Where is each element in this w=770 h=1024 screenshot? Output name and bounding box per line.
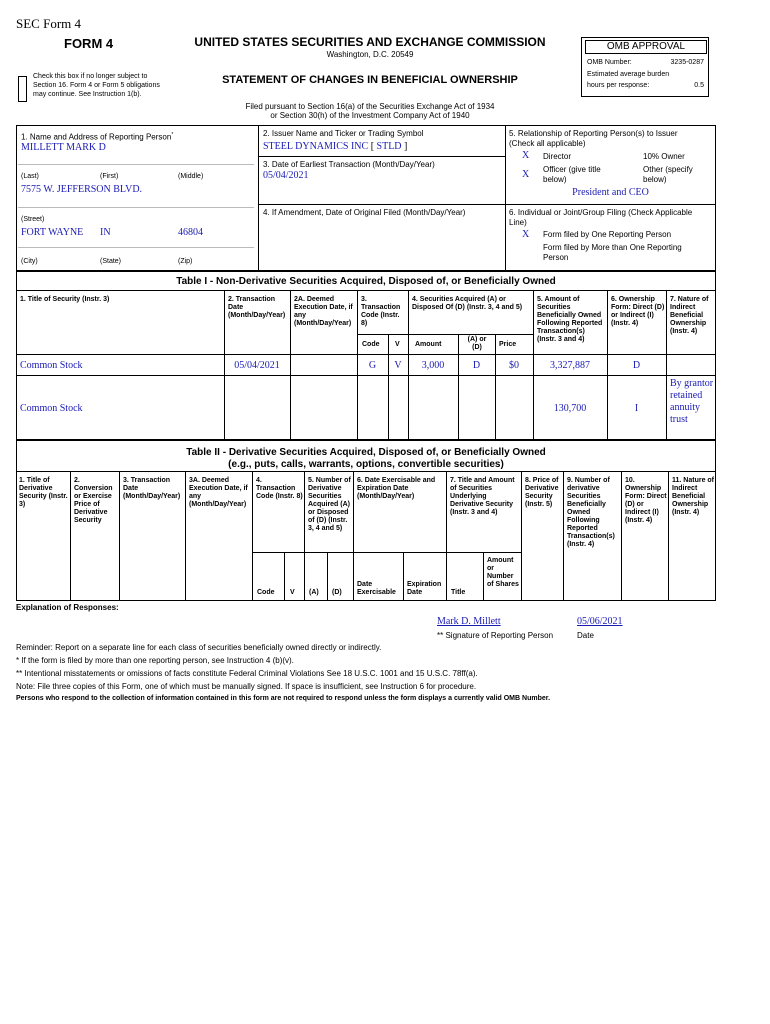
t2-sub-v: V <box>290 589 295 596</box>
t2-h5: 5. Number of Derivative Securities Acquired (A) or Disposed of (D) (Instr. 3, 4 and 5) <box>308 477 351 532</box>
t1-row2-nature: By grantor retained annuity trust <box>670 378 714 425</box>
omb-burden-value: 0.5 <box>694 82 704 89</box>
omb-number-label: OMB Number: <box>587 59 632 66</box>
signature-label: ** Signature of Reporting Person <box>437 631 554 640</box>
t1-row2-title: Common Stock <box>20 403 83 414</box>
section16-checkbox-label: Check this box if no longer subject to Section 16. Form 4 or Form 5 obligations may continue. See Instruction 1(b). <box>33 73 160 98</box>
reporting-person-zip: 46804 <box>178 227 203 238</box>
t2-sub-expiration: Expiration Date <box>407 581 442 596</box>
amendment-label: 4. If Amendment, Date of Original Filed (Month/Day/Year) <box>263 208 466 217</box>
t2-h9: 9. Number of derivative Securities Beneficially Owned Following Reported Transaction(s) (Instr. 4) <box>567 477 615 548</box>
t2-h6: 6. Date Exercisable and Expiration Date (Month/Day/Year) <box>357 477 436 500</box>
state-label: (State) <box>100 258 122 265</box>
t1-sub-price: Price <box>499 341 517 348</box>
section16-checkbox[interactable] <box>18 76 27 102</box>
t2-h1: 1. Title of Derivative Security (Instr. 3) <box>19 477 68 508</box>
reporting-person-name: MILLETT MARK D <box>21 142 106 153</box>
reporting-person-city: FORT WAYNE <box>21 227 84 238</box>
one-person-mark[interactable]: X <box>522 229 530 240</box>
footnote-3: Note: File three copies of this Form, one of which must be manually signed. If space is insufficient, see Instruction 6 for procedure. <box>16 682 477 691</box>
t1-row1-ad: D <box>472 360 481 371</box>
t1-row1-owned: 3,327,887 <box>550 360 590 371</box>
t2-h3a: 3A. Deemed Execution Date, if any (Month/Day/Year) <box>189 477 248 508</box>
table1-title-bar <box>16 271 716 291</box>
t1-h2a: 2A. Deemed Execution Date, if any (Month/Day/Year) <box>294 296 353 327</box>
t2-h10: 10. Ownership Form: Direct (D) or Indirect (I) (Instr. 4) <box>625 477 667 524</box>
t2-sub-a: (A) <box>309 589 319 596</box>
omb-burden-label-1: Estimated average burden <box>587 71 670 78</box>
filing-label: 6. Individual or Joint/Group Filing (Check Applicable Line) <box>509 208 693 227</box>
city-label: (City) <box>21 258 38 265</box>
t1-row1-amount: 3,000 <box>421 360 445 371</box>
t2-sub-amount: Amount or Number of Shares <box>487 557 519 588</box>
t1-h1: 1. Title of Security (Instr. 3) <box>20 296 110 303</box>
other-label: Other (specify below) <box>643 165 693 184</box>
t1-row2-owned: 130,700 <box>553 403 587 414</box>
omb-burden-label-2: hours per response: <box>587 82 650 89</box>
table2-title: Table II - Derivative Securities Acquired, Disposed of, or Beneficially Owned <box>186 447 546 458</box>
agency-title: UNITED STATES SECURITIES AND EXCHANGE COMMISSION <box>194 35 546 49</box>
signature: Mark D. Millett <box>437 616 501 627</box>
middle-label: (Middle) <box>178 173 204 180</box>
t1-h3: 3. Transaction Code (Instr. 8) <box>361 296 401 327</box>
officer-mark[interactable]: X <box>522 169 530 180</box>
reporting-person-address: 7575 W. JEFFERSON BLVD. <box>21 184 143 195</box>
t2-h4: 4. Transaction Code (Instr. 8) <box>256 477 303 500</box>
earliest-date: 05/04/2021 <box>263 170 309 181</box>
t2-sub-d: (D) <box>332 589 342 596</box>
t1-h7: 7. Nature of Indirect Beneficial Ownership (Instr. 4) <box>670 296 709 335</box>
footnote-1: * If the form is filed by more than one reporting person, see Instruction 4 (b)(v). <box>16 656 294 665</box>
issuer-ticker: STLD <box>376 141 402 152</box>
agency-location: Washington, D.C. 20549 <box>326 50 414 59</box>
t1-row1-title: Common Stock <box>20 360 83 371</box>
issuer-name: STEEL DYNAMICS INC [ STLD ] <box>263 141 408 152</box>
zip-label: (Zip) <box>178 258 193 265</box>
officer-title: President and CEO <box>572 187 649 198</box>
footnote-4: Persons who respond to the collection of information contained in this form are not required to respond unless the form displays a currently valid OMB Number. <box>16 695 551 702</box>
t2-h8: 8. Price of Derivative Security (Instr. 5) <box>525 477 559 508</box>
signature-date: 05/06/2021 <box>577 616 623 627</box>
officer-label: Officer (give title below) <box>543 165 601 184</box>
t2-h2: 2. Conversion or Exercise Price of Derivative Security <box>74 477 113 524</box>
t1-row1-price: $0 <box>509 360 519 371</box>
filed-pursuant-1: Filed pursuant to Section 16(a) of the Securities Exchange Act of 1934 <box>245 102 495 111</box>
table2-subtitle: (e.g., puts, calls, warrants, options, convertible securities) <box>228 459 504 470</box>
t1-h5: 5. Amount of Securities Beneficially Owned Following Reported Transaction(s) (Instr. 3 and 4) <box>537 296 603 343</box>
explanation-label: Explanation of Responses: <box>16 603 119 612</box>
omb-number-value: 3235-0287 <box>670 59 704 66</box>
first-label: (First) <box>100 173 119 180</box>
one-person-label: Form filed by One Reporting Person <box>543 230 672 239</box>
issuer-label: 2. Issuer Name and Ticker or Trading Symbol <box>263 129 424 138</box>
t2-sub-code: Code <box>257 589 275 596</box>
omb-approval-title: OMB APPROVAL <box>585 40 707 54</box>
form-title: FORM 4 <box>64 36 114 51</box>
ten-pct-owner-label: 10% Owner <box>643 152 685 161</box>
director-mark[interactable]: X <box>522 150 530 161</box>
footnote-2: ** Intentional misstatements or omissions of facts constitute Federal Criminal Violations See 18 U.S.C. 1001 and 15 U.S.C. 78ff(a). <box>16 669 478 678</box>
more-persons-label: Form filed by More than One Reporting Person <box>543 243 682 262</box>
t1-h2: 2. Transaction Date (Month/Day/Year) <box>228 296 286 319</box>
filed-pursuant-2: or Section 30(h) of the Investment Company Act of 1940 <box>270 111 470 120</box>
reporting-person-label: 1. Name and Address of Reporting Person* <box>21 132 174 142</box>
t2-h11: 11. Nature of Indirect Beneficial Ownership (Instr. 4) <box>672 477 715 516</box>
earliest-date-label: 3. Date of Earliest Transaction (Month/Day/Year) <box>263 160 435 169</box>
statement-title: STATEMENT OF CHANGES IN BENEFICIAL OWNERSHIP <box>222 74 518 86</box>
reminder-note: Reminder: Report on a separate line for each class of securities beneficially owned directly or indirectly. <box>16 643 382 652</box>
street-label: (Street) <box>21 216 45 223</box>
t1-sub-ad: (A) or (D) <box>467 336 487 351</box>
t2-sub-exercisable: Date Exercisable <box>357 581 396 596</box>
t2-h3: 3. Transaction Date (Month/Day/Year) <box>123 477 181 500</box>
t1-row1-code: G <box>368 360 377 371</box>
table1-title: Table I - Non-Derivative Securities Acquired, Disposed of, or Beneficially Owned <box>176 276 556 287</box>
t1-row1-date: 05/04/2021 <box>234 360 280 371</box>
omb-approval-box <box>581 37 709 97</box>
t1-sub-amount: Amount <box>415 341 442 348</box>
relationship-label: 5. Relationship of Reporting Person(s) to Issuer <box>509 129 678 138</box>
t1-sub-code: Code <box>362 341 380 348</box>
t1-sub-v: V <box>395 341 400 348</box>
director-label: Director <box>543 152 572 161</box>
table2-title-bar <box>16 440 716 472</box>
sec-form-label: SEC Form 4 <box>16 16 82 31</box>
date-label: Date <box>577 631 594 640</box>
t2-sub-title: Title <box>451 589 466 596</box>
relationship-sub: (Check all applicable) <box>509 139 586 148</box>
t1-row1-form: D <box>632 360 641 371</box>
t2-h7: 7. Title and Amount of Securities Underlying Derivative Security (Instr. 3 and 4) <box>450 477 515 516</box>
t1-row2-form: I <box>634 403 639 414</box>
last-label: (Last) <box>21 173 39 180</box>
t1-row1-v: V <box>394 360 402 371</box>
reporting-person-state: IN <box>100 227 111 238</box>
t1-h4: 4. Securities Acquired (A) or Disposed Of (D) (Instr. 3, 4 and 5) <box>412 296 523 311</box>
t1-h6: 6. Ownership Form: Direct (D) or Indirect (I) (Instr. 4) <box>611 296 665 327</box>
